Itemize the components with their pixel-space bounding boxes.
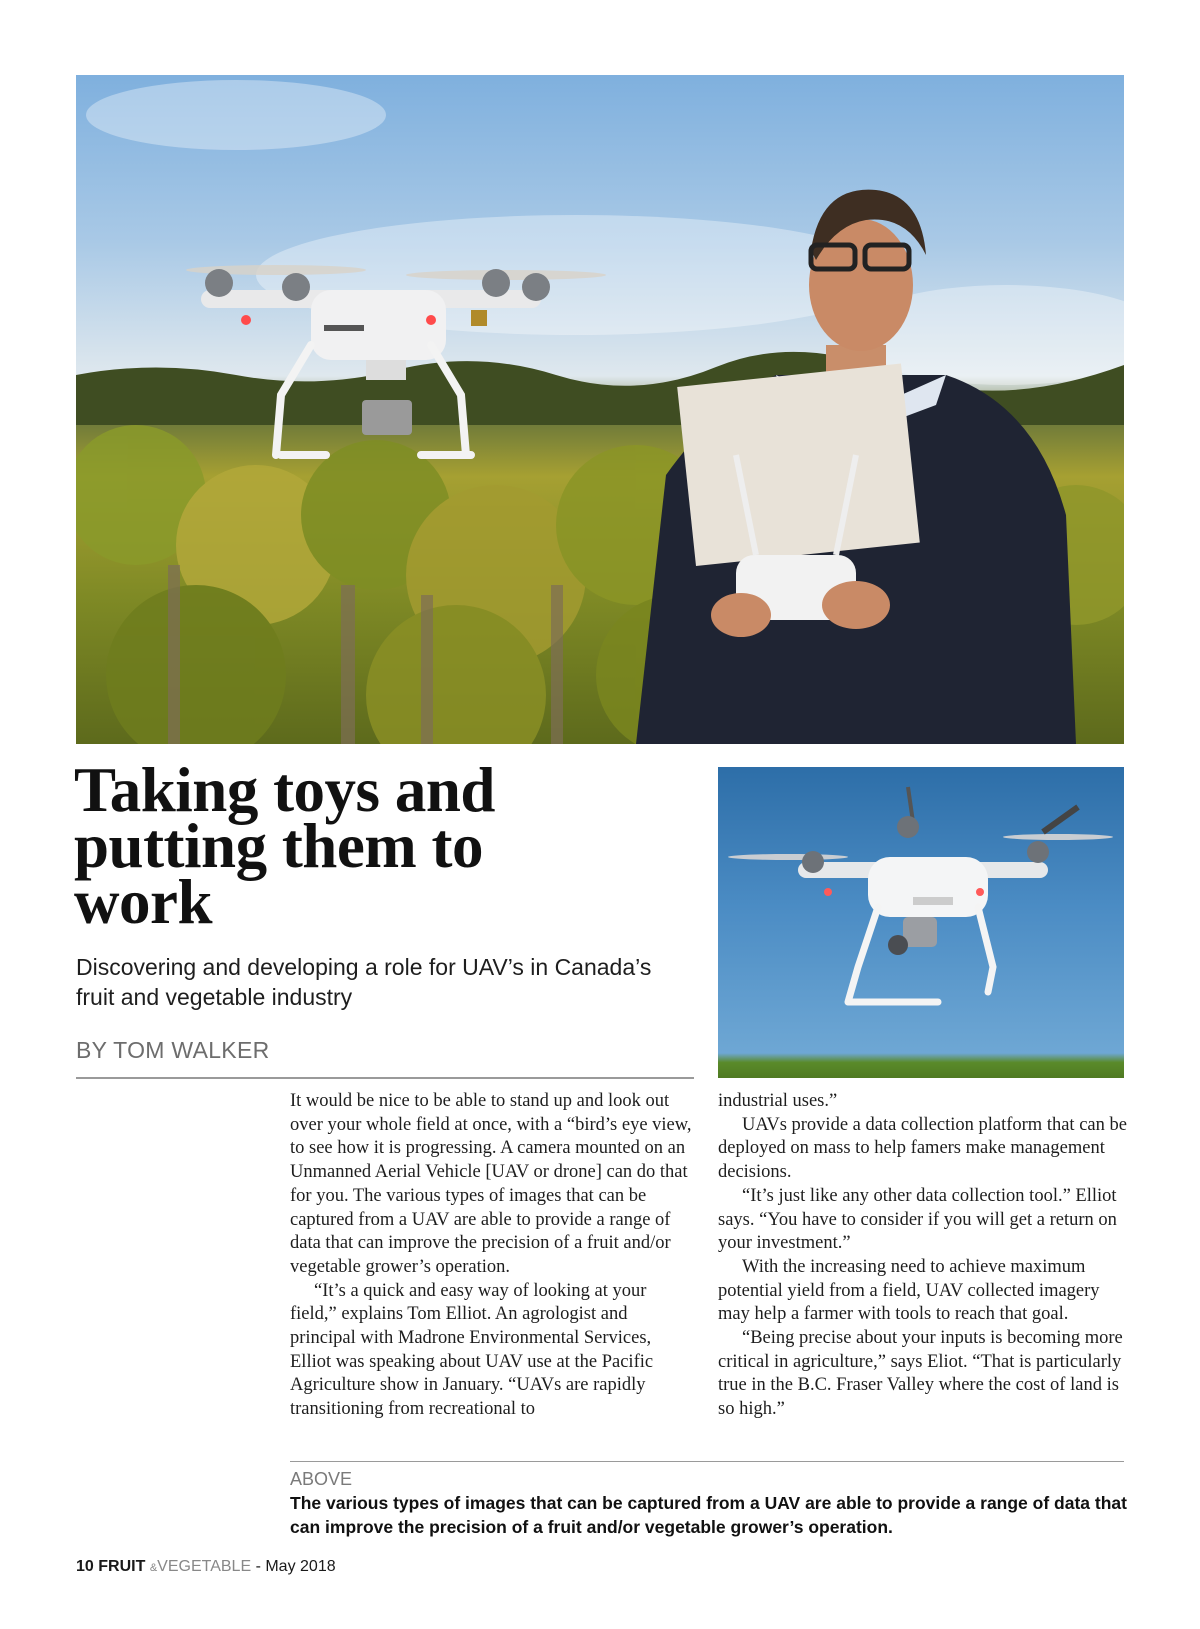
body-paragraph: “It’s a quick and easy way of looking at your field,” explains Tom Elliot. An agrologist and principal with Madrone Environmental Services, Elliot was speaking about UAV use at the Pacific Agriculture show in January. “UAVs are rapidly transitioning from recreational to <box>290 1280 654 1420</box>
caption-divider <box>290 1461 1124 1462</box>
page-number: 10 <box>76 1558 94 1575</box>
body-column-left <box>290 1090 695 1422</box>
page-folio <box>76 1558 336 1576</box>
magazine-name-vegetable: VEGETABLE <box>157 1558 252 1575</box>
headline: Taking toys and putting them to work <box>74 755 495 937</box>
side-photo <box>718 767 1124 1078</box>
magazine-name-fruit: FRUIT <box>98 1558 146 1575</box>
magazine-name-amp: & <box>149 1562 158 1574</box>
body-paragraph: industrial uses.” <box>718 1091 838 1111</box>
drone-photo-icon <box>718 767 1124 1078</box>
byline-divider <box>76 1077 694 1079</box>
body-column-right <box>718 1090 1128 1422</box>
body-paragraph: “Being precise about your inputs is becoming more critical in agriculture,” says Eliot. “That is particularly true in the B.C. Fraser Valley where the cost of land is so high.” <box>718 1328 1123 1420</box>
hero-photo <box>76 75 1124 744</box>
deck-subtitle: Discovering and developing a role for UAV’s in Canada’s fruit and vegetable industry <box>76 954 652 1010</box>
drone-photo-icon <box>76 75 1124 744</box>
body-paragraph: “It’s just like any other data collection tool.” Elliot says. “You have to consider if you will get a return on your investment.” <box>718 1185 1117 1254</box>
body-paragraph: UAVs provide a data collection platform that can be deployed on mass to help famers make management decisions. <box>718 1114 1127 1183</box>
issue-date: - May 2018 <box>251 1558 336 1575</box>
byline: BY TOM WALKER <box>76 1037 270 1063</box>
caption-text: The various types of images that can be captured from a UAV are able to provide a range of data that can improve the precision of a fruit and/or vegetable grower’s operation. <box>290 1493 1127 1537</box>
body-paragraph: It would be nice to be able to stand up and look out over your whole field at once, with a “bird’s eye view, to see how it is progressing. A camera mounted on an Unmanned Aerial Vehicle [UAV or drone] can do that for you. The various types of images that can be captured from a UAV are able to provide a range of data that can improve the precision of a fruit and/or vegetable grower’s operation. <box>290 1091 692 1277</box>
body-paragraph: With the increasing need to achieve maximum potential yield from a field, UAV collected imagery may help a farmer with tools to reach that goal. <box>718 1256 1100 1325</box>
caption-label: ABOVE <box>290 1469 353 1489</box>
